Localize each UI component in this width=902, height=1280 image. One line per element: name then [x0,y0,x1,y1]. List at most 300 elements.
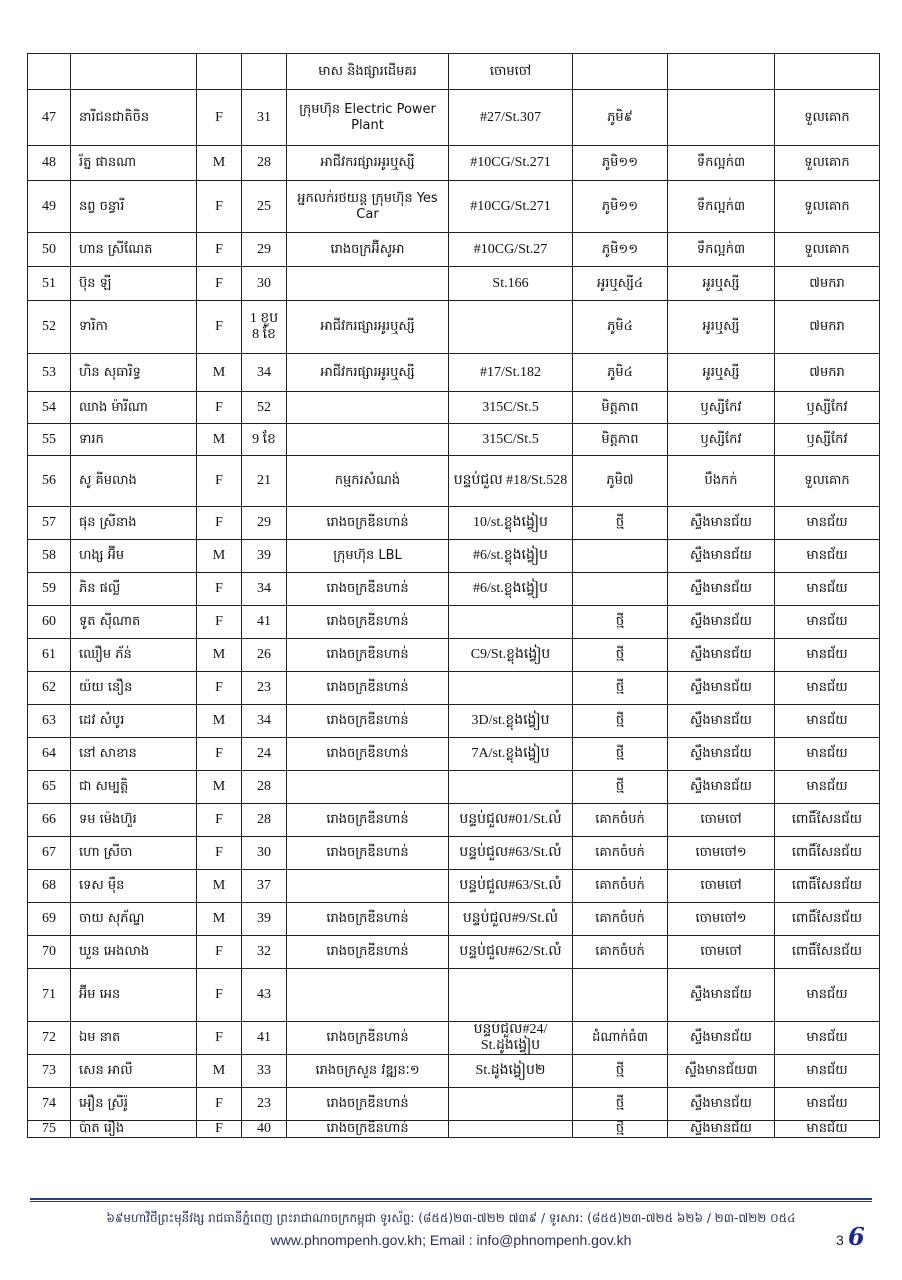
cell-commune: ស្ទឹងមានជ័យ [668,1022,775,1055]
table-row [28,837,880,870]
cell-village: ថ្មី [573,1055,668,1088]
cell-job: រោងចក្រឌីនហាន់ [287,1121,449,1138]
patient-table [27,53,880,1138]
cell-village: ភូមិ៤ [573,354,668,392]
cell-no: 48 [28,146,71,181]
cell-age: 23 [242,672,287,705]
cell-age: 9 ខែ [242,424,287,456]
cell-no: 72 [28,1022,71,1055]
cell-name: នព្វ ចន្ធារី [71,181,197,233]
handwritten-page-mark: 6 [848,1222,865,1251]
cell-sex: F [197,1121,242,1138]
cell-commune: ស្ទឹងមានជ័យ៣ [668,1055,775,1088]
cell-name: ទេស ម៉ឺន [71,870,197,903]
cell-village: ភូមិ៤ [573,301,668,354]
cell-sex: F [197,267,242,301]
cell-addr [449,969,573,1022]
cell-age: 39 [242,540,287,573]
cell-addr: 7A/st.ខ្លុងង្វៀប [449,738,573,771]
cell-sex: M [197,146,242,181]
cell-sex: M [197,1055,242,1088]
cell-addr: បន្ទប់ជួល#62/St.លំ [449,936,573,969]
cell-job: រោងចក្រឌីនហាន់ [287,573,449,606]
cell-village: ភូមិ៧ [573,456,668,507]
cell-no: 55 [28,424,71,456]
cell-village: ភូមិ១១ [573,181,668,233]
table-row [28,672,880,705]
cell-job: រោងចក្រឌីនហាន់ [287,507,449,540]
cell-age: 32 [242,936,287,969]
cell-sex: M [197,870,242,903]
cell-name: ឈាង ម៉ារីណា [71,392,197,424]
table-row [28,354,880,392]
cell-district: ៧មករា [775,301,880,354]
cell-sex: F [197,181,242,233]
cell-addr [449,672,573,705]
cell-commune: ស្ទឹងមានជ័យ [668,1121,775,1138]
cell-no: 56 [28,456,71,507]
cell-job: រោងចក្រឌីនហាន់ [287,837,449,870]
cell-name: ដេវ សំបូរ [71,705,197,738]
cell-job: រោងចក្រអ៊ីសូអា [287,233,449,267]
header-cell: មាស និងផ្សារដើមគរ [287,54,449,90]
cell-village: ថ្មី [573,639,668,672]
cell-sex: F [197,573,242,606]
cell-village: ថ្មី [573,705,668,738]
cell-district: ពោធិ៍សែនជ័យ [775,804,880,837]
cell-no: 68 [28,870,71,903]
cell-district: ៧មករា [775,267,880,301]
cell-sex: F [197,969,242,1022]
cell-age: 39 [242,903,287,936]
cell-district: ទួលគោក [775,181,880,233]
cell-sex: M [197,354,242,392]
cell-addr: 3D/st.ខ្លុងង្វៀប [449,705,573,738]
cell-name: សេន អាលី [71,1055,197,1088]
cell-district: មានជ័យ [775,639,880,672]
cell-addr: #17/St.182 [449,354,573,392]
cell-village [573,540,668,573]
cell-sex: M [197,705,242,738]
cell-age: 33 [242,1055,287,1088]
cell-no: 53 [28,354,71,392]
cell-name: ហង្ស អ៊ីម [71,540,197,573]
cell-sex: F [197,507,242,540]
cell-village: ថ្មី [573,606,668,639]
cell-age: 41 [242,606,287,639]
cell-addr: បន្ទប់ជួល#9/St.លំ [449,903,573,936]
cell-commune: ចោមចៅ១ [668,903,775,936]
header-cell [668,54,775,90]
cell-job [287,870,449,903]
cell-district: ពោធិ៍សែនជ័យ [775,936,880,969]
cell-village: ថ្មី [573,771,668,804]
cell-name: ឃួន អេងលាង [71,936,197,969]
cell-district: ឫស្សីកែវ [775,424,880,456]
cell-no: 67 [28,837,71,870]
cell-no: 47 [28,90,71,146]
cell-commune [668,90,775,146]
cell-job: រោងចក្រឌីនហាន់ [287,804,449,837]
cell-commune: ស្ទឹងមានជ័យ [668,705,775,738]
table-row [28,705,880,738]
cell-job: កម្មករសំណង់ [287,456,449,507]
cell-commune: ទឹកល្អក់៣ [668,233,775,267]
cell-district: ៧មករា [775,354,880,392]
cell-age: 37 [242,870,287,903]
cell-addr: #10CG/St.271 [449,146,573,181]
cell-no: 51 [28,267,71,301]
footer-contact: www.phnompenh.gov.kh; Email : info@phnompenh.gov.kh [270,1232,632,1248]
cell-addr: #10CG/St.27 [449,233,573,267]
cell-name: ផុន ស្រីនាង [71,507,197,540]
cell-age: 41 [242,1022,287,1055]
cell-village: ភូមិ៩ [573,90,668,146]
cell-sex: F [197,936,242,969]
cell-no: 75 [28,1121,71,1138]
cell-no: 71 [28,969,71,1022]
header-cell: ចោមចៅ [449,54,573,90]
cell-sex: F [197,456,242,507]
cell-district: ពោធិ៍សែនជ័យ [775,903,880,936]
cell-name: ប៉ាត រឿង [71,1121,197,1138]
table-row [28,1088,880,1121]
cell-addr: #6/st.ខ្លុងង្វៀប [449,573,573,606]
cell-district: មានជ័យ [775,1055,880,1088]
cell-no: 70 [28,936,71,969]
cell-job: រោងចក្រឌីនហាន់ [287,738,449,771]
cell-no: 50 [28,233,71,267]
cell-commune: ចោមចៅ១ [668,837,775,870]
cell-commune: ស្ទឹងមានជ័យ [668,771,775,804]
cell-name: ឈឿម ភ័ន់ [71,639,197,672]
cell-sex: F [197,1088,242,1121]
cell-no: 60 [28,606,71,639]
cell-age: 34 [242,705,287,738]
cell-commune: ស្ទឹងមានជ័យ [668,738,775,771]
cell-no: 49 [28,181,71,233]
cell-sex: M [197,771,242,804]
cell-name: ទារក [71,424,197,456]
table-row [28,573,880,606]
cell-commune: ស្ទឹងមានជ័យ [668,1088,775,1121]
cell-addr: បន្ទប់ជួល#63/St.លំ [449,870,573,903]
cell-village: អូរឬស្សី៤ [573,267,668,301]
cell-village: ភូមិ១១ [573,146,668,181]
cell-addr [449,606,573,639]
table-row [28,606,880,639]
cell-village: មិត្តភាព [573,392,668,424]
cell-district: មានជ័យ [775,540,880,573]
cell-village [573,969,668,1022]
cell-no: 62 [28,672,71,705]
cell-no: 54 [28,392,71,424]
cell-addr: បន្ទប់ជួល#63/St.លំ [449,837,573,870]
cell-age: 43 [242,969,287,1022]
cell-commune: អូរឬស្សី [668,267,775,301]
table-row [28,456,880,507]
cell-job: រោងចក្រឌីនហាន់ [287,936,449,969]
cell-name: ចាយ សុភ័ណ្ឌ [71,903,197,936]
cell-no: 65 [28,771,71,804]
cell-district: មានជ័យ [775,1022,880,1055]
cell-commune: ស្ទឹងមានជ័យ [668,969,775,1022]
cell-addr: St.166 [449,267,573,301]
table-row [28,146,880,181]
cell-commune: ស្ទឹងមានជ័យ [668,573,775,606]
footer-rule [30,1198,872,1200]
cell-job [287,392,449,424]
cell-age: 52 [242,392,287,424]
cell-district: ទួលគោក [775,233,880,267]
cell-village: គោកចំបក់ [573,837,668,870]
cell-age: 21 [242,456,287,507]
cell-age: 30 [242,267,287,301]
cell-district: មានជ័យ [775,1088,880,1121]
cell-sex: F [197,1022,242,1055]
cell-name: ហោ ស្រីចា [71,837,197,870]
table-row [28,936,880,969]
cell-name: អឿន ស្រីរ៉ូ [71,1088,197,1121]
cell-no: 59 [28,573,71,606]
table-row [28,90,880,146]
cell-name: ភិន ផល្លី [71,573,197,606]
footer-rule-thin [30,1201,872,1202]
cell-addr [449,1121,573,1138]
cell-age: 31 [242,90,287,146]
cell-addr: C9/St.ខ្លុងង្វៀប [449,639,573,672]
cell-name: ជា សម្បត្តិ [71,771,197,804]
cell-age: 30 [242,837,287,870]
cell-village: ថ្មី [573,738,668,771]
table-row [28,267,880,301]
cell-name: ហិន សុធារិទ្ធ [71,354,197,392]
cell-age: 25 [242,181,287,233]
table-row [28,870,880,903]
cell-addr: 315C/St.5 [449,424,573,456]
cell-commune: ស្ទឹងមានជ័យ [668,540,775,573]
cell-sex: F [197,738,242,771]
cell-sex: M [197,540,242,573]
cell-commune: ឫស្សីកែវ [668,392,775,424]
cell-name: ទម ម៉េងហ៊ួរ [71,804,197,837]
cell-addr: បន្ទប់ជួល#24/ St.ដូងង្វៀប [449,1022,573,1055]
cell-village: គោកចំបក់ [573,804,668,837]
cell-commune: ស្ទឹងមានជ័យ [668,672,775,705]
cell-commune: ទឹកល្អក់៣ [668,146,775,181]
table-row [28,540,880,573]
cell-addr [449,301,573,354]
cell-district: មានជ័យ [775,705,880,738]
cell-job [287,969,449,1022]
cell-job: អាជីវករផ្សារអូរឬស្សី [287,146,449,181]
table-row [28,424,880,456]
cell-job: រោងចក្រឌីនហាន់ [287,1022,449,1055]
cell-name: ទូត ស៊ីណាត [71,606,197,639]
cell-name: អ៊ីម អេន [71,969,197,1022]
table-row [28,392,880,424]
cell-job: រោងចក្រឌីនហាន់ [287,903,449,936]
cell-village: គោកចំបក់ [573,936,668,969]
cell-job: ក្រុមហ៊ុន LBL [287,540,449,573]
cell-job: អ្នកលក់រថយន្ត ក្រុមហ៊ុន Yes Car [287,181,449,233]
header-cell [197,54,242,90]
cell-no: 73 [28,1055,71,1088]
table-row [28,1121,880,1138]
cell-name: សូ គីមលាង [71,456,197,507]
cell-district: ទួលគោក [775,456,880,507]
cell-job [287,267,449,301]
cell-no: 58 [28,540,71,573]
cell-district: មានជ័យ [775,573,880,606]
cell-district: មានជ័យ [775,672,880,705]
cell-district: ពោធិ៍សែនជ័យ [775,870,880,903]
cell-addr: St.ដូងង្វៀប២ [449,1055,573,1088]
table-row [28,903,880,936]
table-row [28,1022,880,1055]
cell-job: រោងចក្រឌីនហាន់ [287,705,449,738]
cell-district: មានជ័យ [775,1121,880,1138]
cell-name: ទារិកា [71,301,197,354]
cell-village: មិត្តភាព [573,424,668,456]
cell-name: ឯម នាត [71,1022,197,1055]
cell-age: 34 [242,573,287,606]
cell-job [287,424,449,456]
cell-name: នារីជនជាតិចិន [71,90,197,146]
cell-commune: ស្ទឹងមានជ័យ [668,606,775,639]
cell-age: 28 [242,804,287,837]
cell-name: នៅ សាខាន [71,738,197,771]
header-cell [71,54,197,90]
cell-sex: M [197,424,242,456]
cell-sex: F [197,672,242,705]
cell-addr: 10/st.ខ្លុងង្វៀប [449,507,573,540]
table-row [28,771,880,804]
cell-no: 66 [28,804,71,837]
cell-commune: ចោមចៅ [668,936,775,969]
cell-no: 61 [28,639,71,672]
cell-name: យ៉យ នឿន [71,672,197,705]
cell-job: រោងចក្រសួន វឌ្ឍនៈ១ [287,1055,449,1088]
table-row [28,233,880,267]
cell-district: មានជ័យ [775,507,880,540]
cell-addr: 315C/St.5 [449,392,573,424]
cell-commune: ចោមចៅ [668,804,775,837]
cell-job [287,771,449,804]
cell-addr: #27/St.307 [449,90,573,146]
cell-commune: ឫស្សីកែវ [668,424,775,456]
cell-sex: F [197,301,242,354]
cell-village: ថ្មី [573,1088,668,1121]
cell-village: ថ្មី [573,507,668,540]
cell-district: មានជ័យ [775,771,880,804]
cell-addr [449,1088,573,1121]
cell-sex: F [197,90,242,146]
cell-village: ភូមិ១១ [573,233,668,267]
cell-village: គោកចំបក់ [573,870,668,903]
cell-age: 24 [242,738,287,771]
table-row [28,301,880,354]
cell-commune: ស្ទឹងមានជ័យ [668,507,775,540]
cell-commune: ស្ទឹងមានជ័យ [668,639,775,672]
cell-no: 52 [28,301,71,354]
cell-district: មានជ័យ [775,738,880,771]
cell-no: 64 [28,738,71,771]
cell-village: ថ្មី [573,1121,668,1138]
cell-job: រោងចក្រឌីនហាន់ [287,1088,449,1121]
cell-job: អាជីវករផ្សារអូរឬស្សី [287,354,449,392]
cell-commune: អូរឬស្សី [668,301,775,354]
table-row [28,969,880,1022]
cell-commune: អូរឬស្សី [668,354,775,392]
cell-age: 40 [242,1121,287,1138]
cell-job: ក្រុមហ៊ុន Electric Power Plant [287,90,449,146]
cell-commune: បឹងកក់ [668,456,775,507]
footer-address: ៦៩មហាវិថីព្រះមុនីវង្ស រាជធានីភ្នំពេញ ព្រះរាជាណាចក្រកម្ពុជា ទូរស័ព្ទ: (៨៥៥)២៣-៧២២ ៧៣៩ / ទូរសារ: (៨៥៥)២៣-៧២៥ ៦២៦ / ២៣-៧២២ ០៥៤ [106,1211,796,1225]
table-row [28,639,880,672]
header-cell [573,54,668,90]
cell-district: ទួលគោក [775,146,880,181]
cell-age: 23 [242,1088,287,1121]
cell-commune: ចោមចៅ [668,870,775,903]
cell-job: រោងចក្រឌីនហាន់ [287,606,449,639]
header-cell [242,54,287,90]
cell-no: 69 [28,903,71,936]
table-row [28,181,880,233]
page-number: 3 [836,1232,844,1248]
cell-age: 34 [242,354,287,392]
table-row [28,1055,880,1088]
cell-name: រ័ត្ន ផានណា [71,146,197,181]
table-header-row [28,54,880,90]
cell-district: មានជ័យ [775,969,880,1022]
cell-age: 29 [242,233,287,267]
cell-sex: F [197,804,242,837]
cell-village [573,573,668,606]
cell-sex: M [197,903,242,936]
cell-district: ពោធិ៍សែនជ័យ [775,837,880,870]
cell-village: គោកចំបក់ [573,903,668,936]
table-row [28,507,880,540]
cell-addr: #6/st.ខ្លុងង្វៀប [449,540,573,573]
cell-sex: F [197,606,242,639]
cell-no: 63 [28,705,71,738]
header-cell [775,54,880,90]
cell-name: ប៊ុន ឡី [71,267,197,301]
cell-sex: F [197,837,242,870]
table-row [28,738,880,771]
cell-job: អាជីវករផ្សារអូរឬស្សី [287,301,449,354]
cell-village: ដំណាក់ធំ៣ [573,1022,668,1055]
cell-sex: F [197,233,242,267]
cell-no: 57 [28,507,71,540]
cell-no: 74 [28,1088,71,1121]
cell-commune: ទឹកល្អក់៣ [668,181,775,233]
cell-sex: M [197,639,242,672]
cell-job: រោងចក្រឌីនហាន់ [287,672,449,705]
cell-job: រោងចក្រឌីនហាន់ [287,639,449,672]
cell-sex: F [197,392,242,424]
table-row [28,804,880,837]
cell-age: 28 [242,771,287,804]
cell-district: ទួលគោក [775,90,880,146]
cell-addr: #10CG/St.271 [449,181,573,233]
cell-district: ឫស្សីកែវ [775,392,880,424]
cell-addr: បន្ទប់ជួល#01/St.លំ [449,804,573,837]
cell-age: 26 [242,639,287,672]
cell-age: 1 ខួប 8 ខែ [242,301,287,354]
header-cell [28,54,71,90]
